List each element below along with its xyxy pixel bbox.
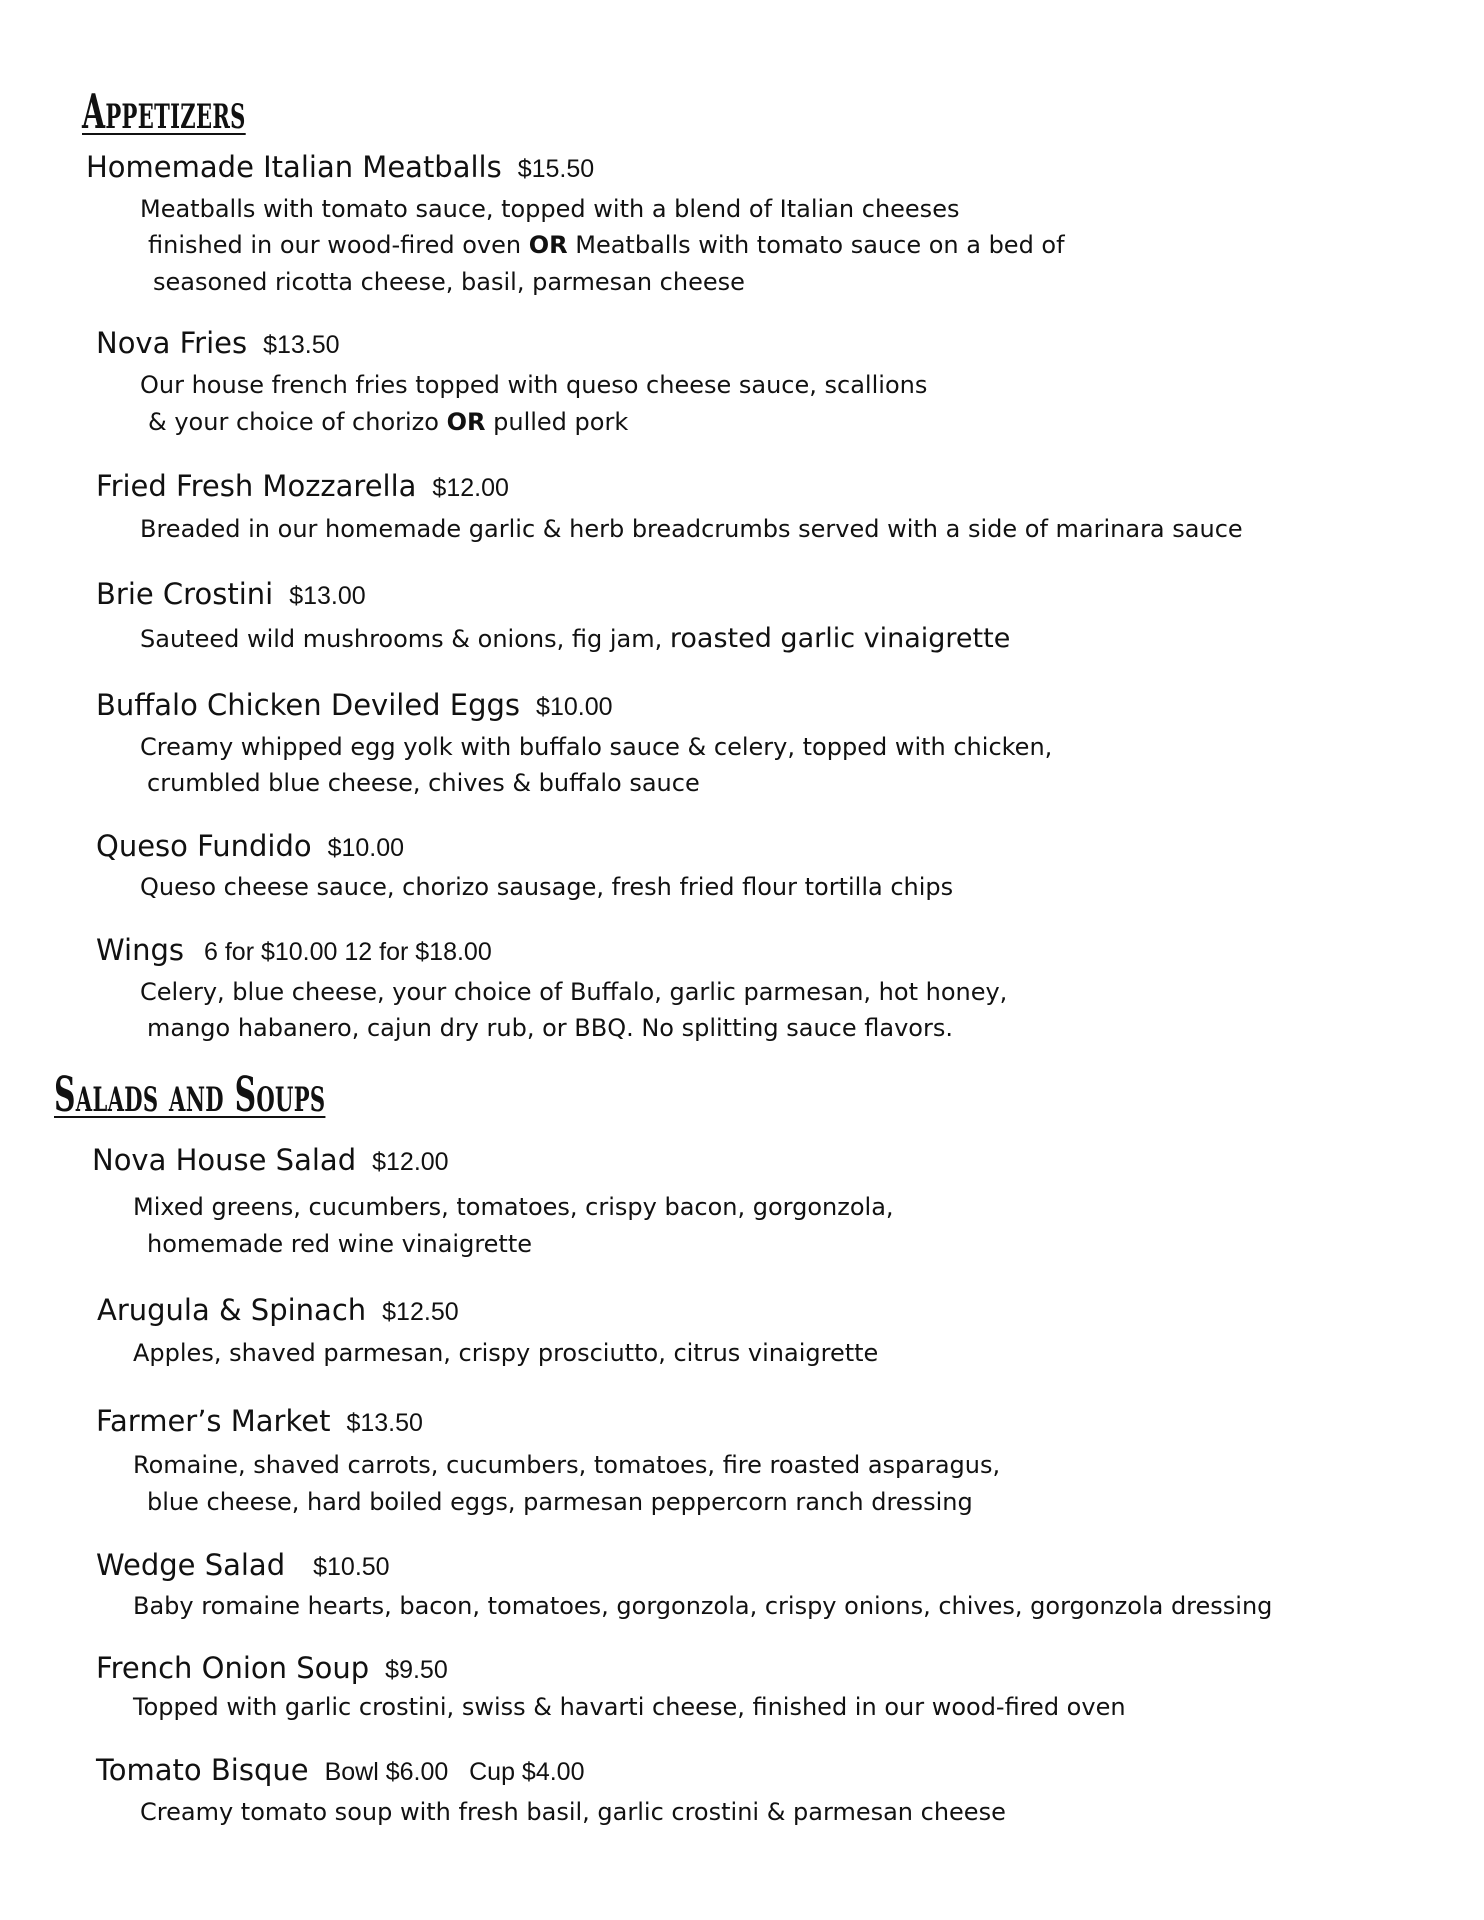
item-title: Fried Fresh Mozzarella: [96, 469, 417, 503]
item-price: $12.00: [372, 1148, 449, 1176]
item-description: blue cheese, hard boiled eggs, parmesan peppercorn ranch dressing: [147, 1488, 973, 1516]
menu-item-name: [96, 1404, 423, 1438]
item-price: $13.50: [263, 331, 340, 359]
item-description: Topped with garlic crostini, swiss & havarti cheese, finished in our wood-fired oven: [133, 1693, 1126, 1721]
item-description: Romaine, shaved carrots, cucumbers, tomatoes, fire roasted asparagus,: [133, 1451, 1001, 1479]
item-description: Breaded in our homemade garlic & herb breadcrumbs served with a side of marinara sauce: [140, 515, 1243, 543]
desc-text: roasted garlic vinaigrette: [669, 623, 1011, 654]
item-title: Wings: [96, 933, 184, 967]
item-title: Farmer’s Market: [96, 1404, 331, 1438]
desc-text: Sauteed wild mushrooms & onions, fig jam,: [140, 625, 663, 653]
item-description: mango habanero, cajun dry rub, or BBQ. No splitting sauce flavors.: [147, 1014, 953, 1042]
item-description: Queso cheese sauce, chorizo sausage, fresh fried flour tortilla chips: [140, 873, 954, 901]
menu-item-name: [96, 688, 613, 722]
item-description: Our house french fries topped with queso cheese sauce, scallions: [140, 371, 928, 399]
item-description: crumbled blue cheese, chives & buffalo sauce: [147, 769, 700, 797]
menu-item-name: [92, 1143, 449, 1177]
or-emphasis: OR: [446, 408, 486, 436]
item-description: Creamy whipped egg yolk with buffalo sauce & celery, topped with chicken,: [140, 733, 1053, 761]
desc-text: pulled pork: [493, 408, 629, 436]
item-price: 6 for $10.00 12 for $18.00: [204, 938, 492, 966]
item-description: homemade red wine vinaigrette: [147, 1230, 533, 1258]
item-price: $12.00: [432, 474, 509, 502]
item-title: Buffalo Chicken Deviled Eggs: [96, 688, 521, 722]
item-title: Queso Fundido: [96, 829, 312, 863]
desc-text: Meatballs with tomato sauce on a bed of: [575, 231, 1065, 259]
item-title: Tomato Bisque: [96, 1753, 309, 1787]
item-description: Celery, blue cheese, your choice of Buffalo, garlic parmesan, hot honey,: [140, 978, 1008, 1006]
item-description: Apples, shaved parmesan, crispy prosciutto, citrus vinaigrette: [133, 1339, 879, 1367]
item-description: seasoned ricotta cheese, basil, parmesan cheese: [153, 268, 745, 296]
item-price: $10.00: [536, 693, 613, 721]
item-title: Brie Crostini: [96, 577, 274, 611]
menu-item-name: [96, 577, 366, 611]
menu-item-name: [97, 1293, 459, 1327]
item-price: $12.50: [382, 1298, 459, 1326]
item-description: Baby romaine hearts, bacon, tomatoes, gorgonzola, crispy onions, chives, gorgonzola dressing: [133, 1592, 1273, 1620]
item-price: $10.00: [327, 834, 405, 862]
menu-item-name: [96, 1651, 448, 1685]
item-price: Bowl $6.00 Cup $4.00: [324, 1758, 585, 1786]
item-description: Meatballs with tomato sauce, topped with a blend of Italian cheeses: [140, 195, 960, 223]
item-description: Mixed greens, cucumbers, tomatoes, crispy bacon, gorgonzola,: [133, 1193, 894, 1221]
item-description: Creamy tomato soup with fresh basil, garlic crostini & parmesan cheese: [140, 1798, 1006, 1826]
item-description: [140, 623, 1010, 654]
item-price: $10.50: [313, 1553, 390, 1581]
menu-item-name: [96, 469, 509, 503]
or-emphasis: OR: [528, 231, 568, 259]
item-price: $13.00: [289, 582, 366, 610]
menu-item-name: [86, 150, 594, 184]
section-title-appetizers: Appetizers: [82, 84, 246, 140]
section-title-salads-and-soups: Salads and Soups: [54, 1067, 326, 1123]
item-title: Nova House Salad: [92, 1143, 357, 1177]
item-title: French Onion Soup: [96, 1651, 370, 1685]
item-description: [148, 231, 1065, 259]
item-price: $9.50: [385, 1656, 448, 1684]
menu-item-name: [96, 326, 340, 360]
desc-text: & your choice of chorizo: [148, 408, 439, 436]
item-price: $15.50: [517, 155, 595, 183]
menu-item-name: [96, 829, 404, 863]
desc-text: finished in our wood-fired oven: [148, 231, 522, 259]
item-title: Nova Fries: [96, 326, 248, 360]
item-title: Wedge Salad: [96, 1548, 286, 1582]
menu-item-name: [96, 933, 492, 967]
item-title: Homemade Italian Meatballs: [86, 150, 502, 184]
item-title: Arugula & Spinach: [97, 1293, 367, 1327]
menu-item-name: [96, 1548, 390, 1582]
menu-item-name: [96, 1753, 584, 1787]
item-description: [148, 408, 628, 436]
item-price: $13.50: [346, 1409, 423, 1437]
